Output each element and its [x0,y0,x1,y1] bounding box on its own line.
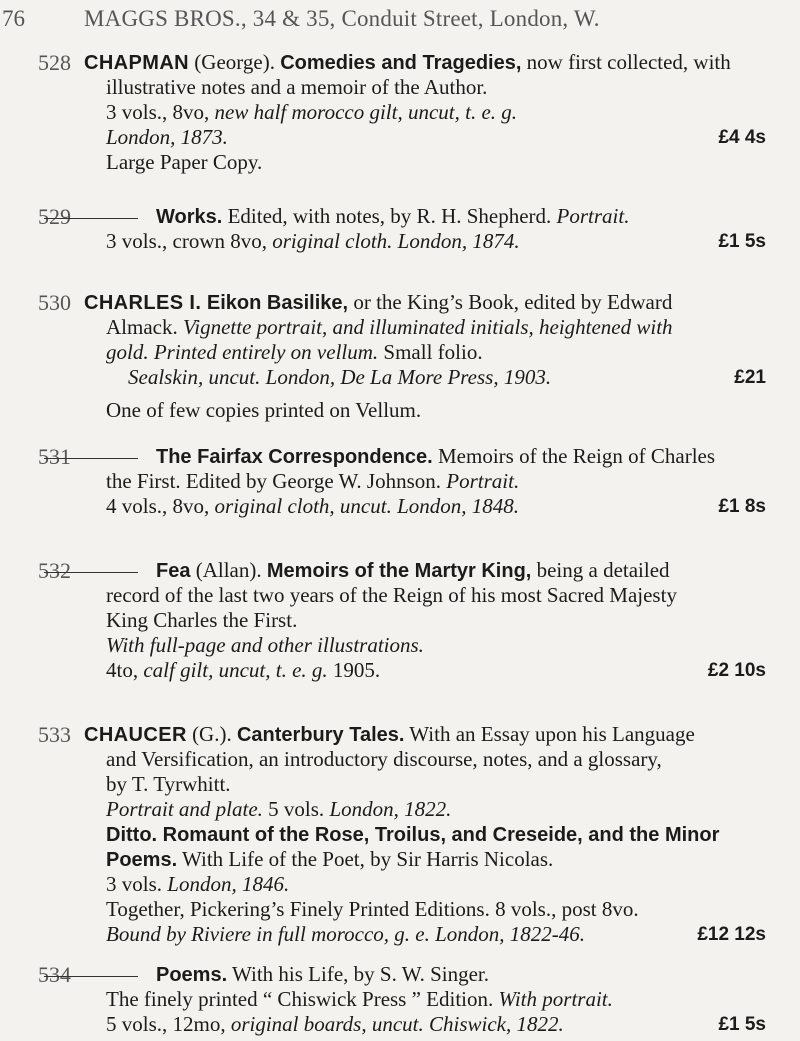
entry-line: Poems. With his Life, by S. W. Singer. [84,962,766,987]
entry-line: Almack. Vignette portrait, and illuminated initials, heightened with [106,315,673,339]
ditto-dash [44,458,138,459]
entry-text [84,50,766,175]
entry-line: The finely printed “ Chiswick Press ” Edition. With portrait. [106,987,613,1011]
entry-number: 534 [38,962,71,987]
book-title: Comedies and Tragedies, [280,52,522,74]
entry-line [84,822,766,847]
ditto-dash [44,572,138,573]
page-number: 76 [2,6,25,31]
entry-line: Poems. With Life of the Poet, by Sir Harris Nicolas. [106,847,554,871]
price: £2 10s [707,660,766,681]
entry-line: Bound by Riviere in full morocco, g. e. London, 1822-46. £12 12s [106,922,766,946]
ditto-dash [44,976,138,977]
entry-line: King Charles the First. [106,608,298,632]
entry-text [84,962,766,1037]
ditto-dash [44,218,138,219]
entry-text [84,290,766,423]
entry-number: 530 [38,290,71,315]
entry-line: Sealskin, uncut. London, De La More Press, 1903. £21 [128,365,766,389]
entry-text [84,722,766,947]
price: £1 5s [718,231,766,252]
entry-number: 533 [38,722,71,747]
entry-line: Together, Pickering’s Finely Printed Editions. 8 vols., post 8vo. [106,897,639,921]
entry-number: 528 [38,50,71,75]
entry-line: 4 vols., 8vo, original cloth, uncut. London, 1848. £1 8s [106,494,766,518]
author-name: CHAPMAN [84,52,190,74]
price: £1 5s [718,1014,766,1035]
price: £12 12s [697,924,766,945]
book-title: Eikon Basilike, [201,292,349,314]
entry-number: 531 [38,444,71,469]
entry-line: With full-page and other illustrations. [106,633,424,657]
entry-line: Fea (Allan). Memoirs of the Martyr King, being a detailed [84,558,766,583]
entry-line: 5 vols., 12mo, original boards, uncut. Chiswick, 1822. £1 5s [106,1012,766,1036]
book-title: The Fairfax Correspondence. [156,446,433,468]
entry-line: the First. Edited by George W. Johnson. Portrait. [106,469,520,493]
entry-line: Portrait and plate. 5 vols. London, 1822. [106,797,452,821]
running-head: MAGGS BROS., 34 & 35, Conduit Street, London, W. [84,6,600,31]
price: £4 4s [718,127,766,148]
entry-note: Large Paper Copy. [106,150,263,174]
entry-line: CHAUCER (G.). Canterbury Tales. With an Essay upon his Language [84,722,695,746]
entry-line: illustrative notes and a memoir of the Author. [106,75,488,99]
entry-number: 529 [38,204,71,229]
entry-line: London, 1873. £4 4s [106,125,766,149]
book-title: Poems. [106,849,178,871]
entry-line: 3 vols. London, 1846. [106,872,290,896]
author-name: Fea [156,560,191,582]
price: £1 8s [718,496,766,517]
entry-line: 3 vols., 8vo, new half morocco gilt, uncut, t. e. g. [106,100,518,124]
price: £21 [734,367,766,388]
entry-line: 4to, calf gilt, uncut, t. e. g. 1905. £2 10s [106,658,766,682]
entry-text [84,558,766,683]
entry-text [84,444,766,519]
entry-line: 3 vols., crown 8vo, original cloth. London, 1874. £1 5s [106,229,766,253]
entry-line: CHAPMAN (George). Comedies and Tragedies, now first collected, with [84,50,731,74]
entry-line: and Versification, an introductory discourse, notes, and a glossary, [106,747,662,771]
entry-line: Works. Edited, with notes, by R. H. Shepherd. Portrait. [84,204,766,229]
book-title: Memoirs of the Martyr King, [266,560,532,582]
entry-note: One of few copies printed on Vellum. [106,398,422,422]
entry-line: record of the last two years of the Reign of his most Sacred Majesty [106,583,677,607]
entry-number: 532 [38,558,71,583]
entry-line: by T. Tyrwhitt. [106,772,231,796]
book-title: Poems. [156,964,228,986]
book-title: Ditto. Romaunt of the Rose, Troilus, and Creseide, and the Minor [106,824,720,846]
entry-line: CHARLES I. Eikon Basilike, or the King’s Book, edited by Edward [84,290,673,314]
entry-line: The Fairfax Correspondence. Memoirs of the Reign of Charles [84,444,766,469]
book-title: Canterbury Tales. [236,724,405,746]
author-name: CHARLES I. [84,292,202,314]
book-title: Works. [156,206,223,228]
entry-text [84,204,766,254]
entry-line: gold. Printed entirely on vellum. Small folio. [106,340,483,364]
page-header [0,0,800,40]
author-name: CHAUCER [84,724,187,746]
